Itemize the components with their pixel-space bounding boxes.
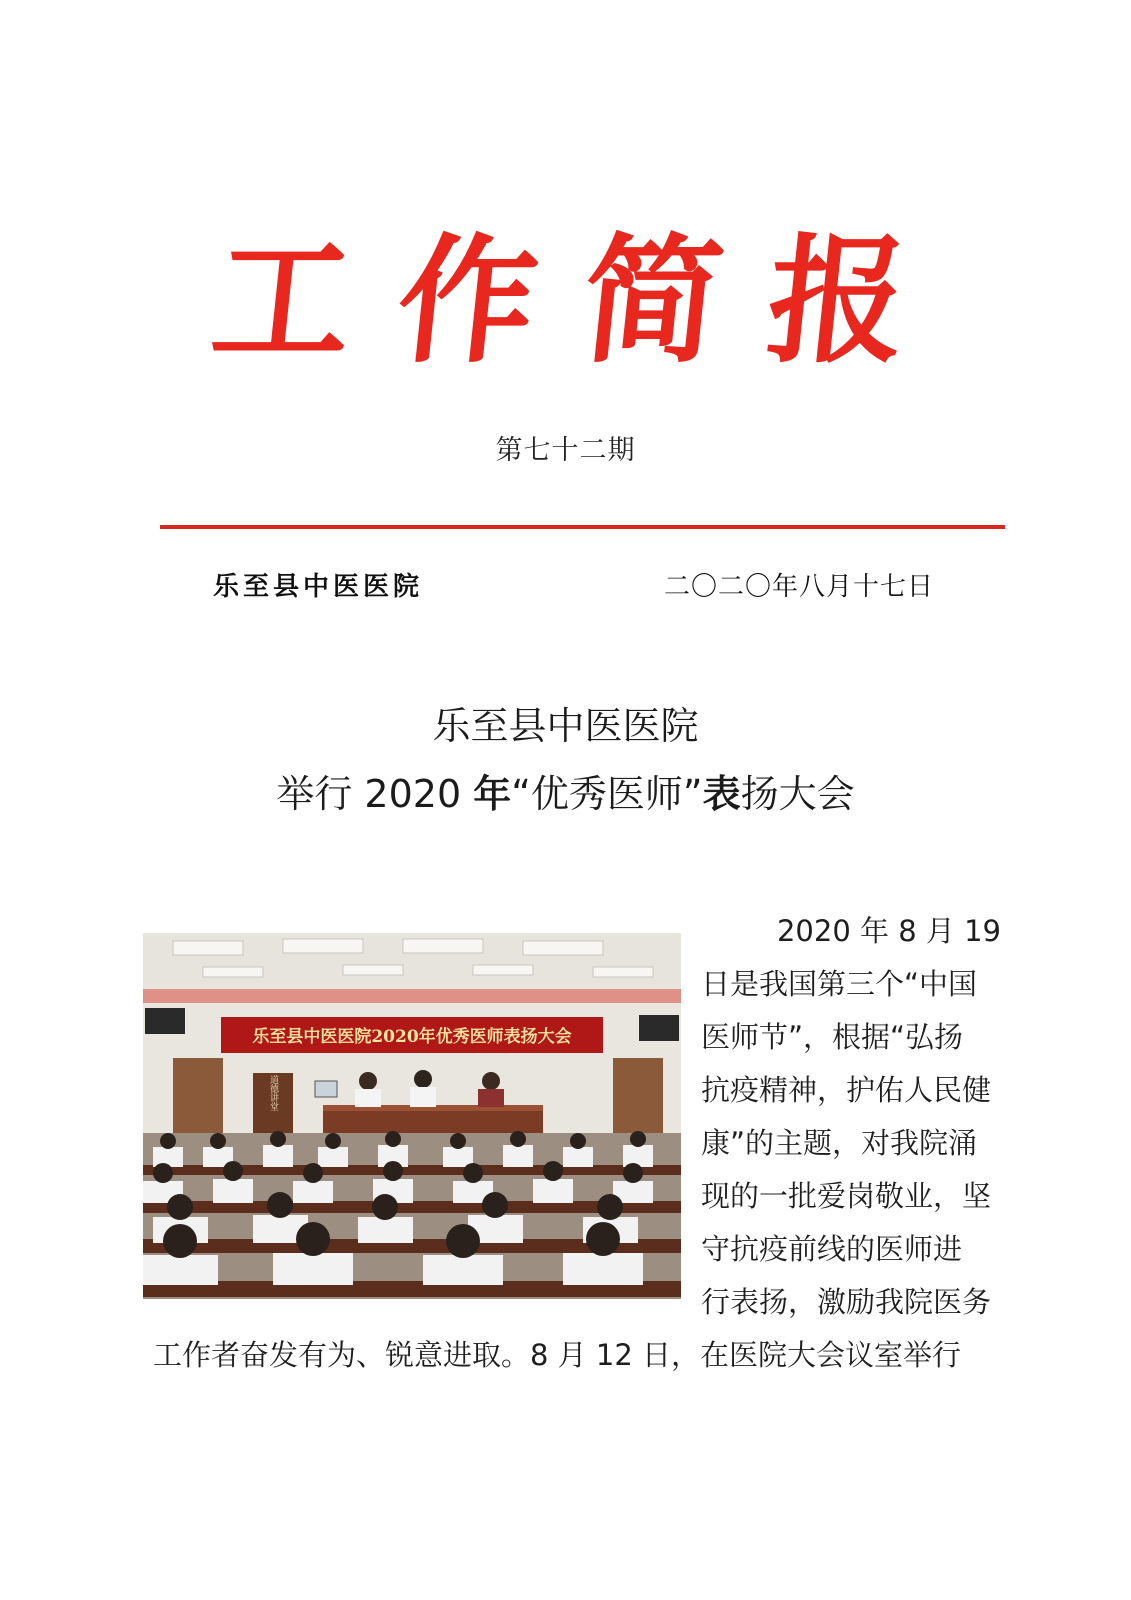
title-part: 举行 2020: [276, 772, 474, 816]
article-title-line1: 乐至县中医医院: [432, 704, 699, 748]
article-title-line2: [0, 763, 1131, 818]
body-line: 现的一批爱岗敬业，坚: [701, 1179, 992, 1213]
red-divider: [160, 525, 1005, 529]
title-part: 表: [702, 772, 741, 816]
body-line: 康”的主题，对我院涌: [701, 1126, 978, 1160]
title-part: “优秀医师”: [511, 772, 703, 816]
body-line: 2020 年 8 月 19: [776, 914, 1001, 948]
meeting-photo: [143, 933, 681, 1299]
podium-text: 道德讲堂: [268, 1075, 278, 1111]
issue-number: 第七十二期: [495, 435, 636, 466]
body-line: 守抗疫前线的医师进: [701, 1232, 963, 1266]
body-line: 日是我国第三个“中国: [701, 967, 978, 1001]
title-part: 年: [473, 772, 512, 816]
article-body-column: [701, 905, 1001, 1329]
masthead-char: 作: [389, 218, 546, 382]
masthead: [200, 218, 920, 383]
masthead-char: 简: [574, 218, 731, 382]
meeting-photo-illustration: [143, 933, 681, 1299]
title-part: 扬大会: [740, 772, 855, 816]
body-line: 医师节”，根据“弘扬: [701, 1020, 964, 1054]
body-line: 行表扬，激励我院医务: [701, 1285, 992, 1319]
banner-text: 乐至县中医医院2020年优秀医师表扬大会: [252, 1027, 572, 1047]
masthead-char: 工: [204, 218, 361, 382]
publish-date: 二〇二〇年八月十七日: [664, 572, 935, 602]
body-line-full: 工作者奋发有为、锐意进取。8 月 12 日，在医院大会议室举行: [153, 1338, 962, 1372]
publisher-org: 乐至县中医医院: [213, 572, 424, 602]
body-line: 抗疫精神，护佑人民健: [701, 1073, 992, 1107]
masthead-char: 报: [759, 218, 916, 382]
